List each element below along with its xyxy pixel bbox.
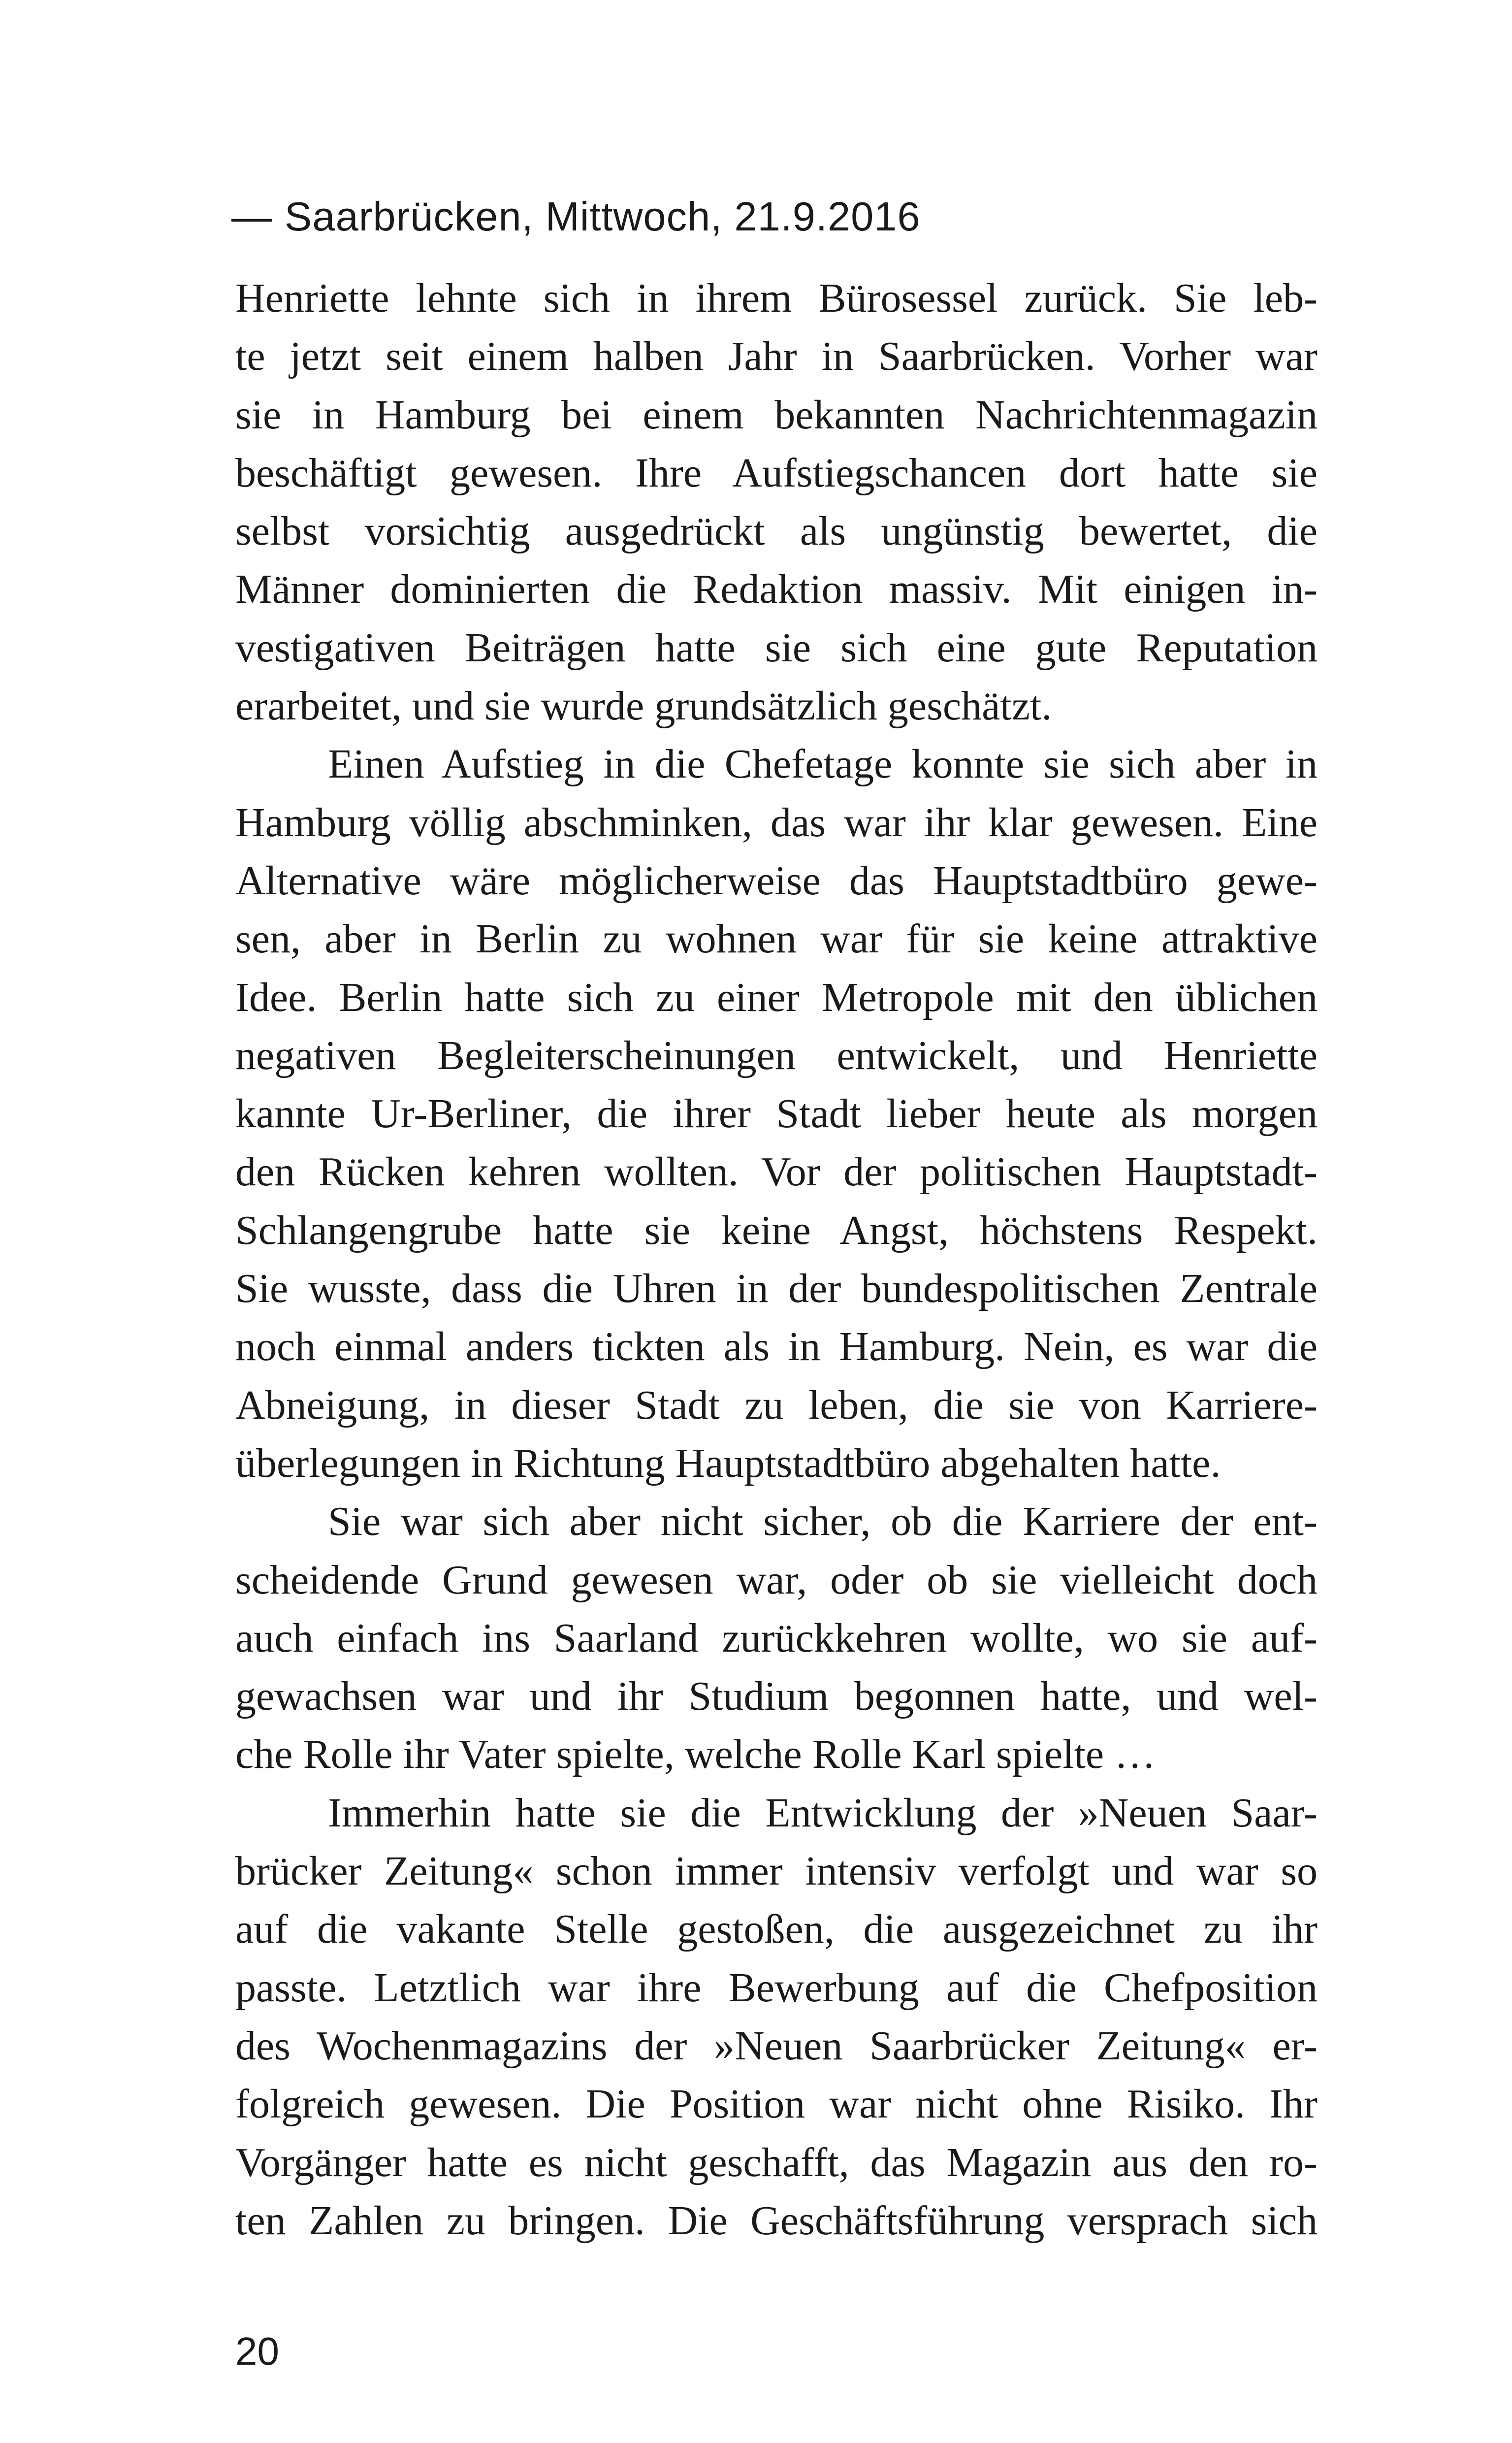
text-line: Vorgänger hatte es nicht geschafft, das Magazin aus den ro- bbox=[235, 2139, 1318, 2185]
text-line: passte. Letztlich war ihre Bewerbung auf die Chefposition bbox=[235, 1964, 1318, 2011]
text-line: Idee. Berlin hatte sich zu einer Metropole mit den üblichen bbox=[235, 974, 1318, 1020]
text-line: Sie war sich aber nicht sicher, ob die Karriere der ent- bbox=[328, 1498, 1318, 1545]
text-line: brücker Zeitung« schon immer intensiv verfolgt und war so bbox=[235, 1848, 1318, 1894]
text-line: beschäftigt gewesen. Ihre Aufstiegschancen dort hatte sie bbox=[235, 450, 1318, 496]
chapter-heading: — Saarbrücken, Mittwoch, 21.9.2016 bbox=[231, 194, 921, 239]
text-line: auf die vakante Stelle gestoßen, die ausgezeichnet zu ihr bbox=[235, 1906, 1318, 1953]
text-line: che Rolle ihr Vater spielte, welche Rolle Karl spielte … bbox=[235, 1731, 1156, 1778]
text-line: te jetzt seit einem halben Jahr in Saarbrücken. Vorher war bbox=[235, 333, 1318, 380]
text-line: folgreich gewesen. Die Position war nicht ohne Risiko. Ihr bbox=[235, 2081, 1318, 2127]
text-line: sie in Hamburg bei einem bekannten Nachrichtenmagazin bbox=[235, 391, 1318, 438]
text-line: Immerhin hatte sie die Entwicklung der »Neuen Saar- bbox=[328, 1790, 1318, 1836]
text-line: kannte Ur-Berliner, die ihrer Stadt lieber heute als morgen bbox=[235, 1091, 1318, 1137]
page-number: 20 bbox=[235, 2329, 279, 2373]
body-text bbox=[235, 269, 1318, 2250]
text-line: noch einmal anders tickten als in Hamburg. Nein, es war die bbox=[235, 1324, 1318, 1370]
text-line: negativen Begleiterscheinungen entwickelt, und Henriette bbox=[235, 1032, 1318, 1078]
text-line: sen, aber in Berlin zu wohnen war für sie keine attraktive bbox=[235, 916, 1318, 962]
text-line: vestigativen Beiträgen hatte sie sich eine gute Reputation bbox=[235, 624, 1318, 671]
text-line: scheidende Grund gewesen war, oder ob sie vielleicht doch bbox=[235, 1557, 1318, 1603]
text-line: erarbeitet, und sie wurde grundsätzlich geschätzt. bbox=[235, 683, 1052, 729]
text-line: Schlangengrube hatte sie keine Angst, höchstens Respekt. bbox=[235, 1207, 1318, 1253]
text-line: Einen Aufstieg in die Chefetage konnte sie sich aber in bbox=[328, 741, 1318, 787]
text-line: gewachsen war und ihr Studium begonnen hatte, und wel- bbox=[235, 1673, 1318, 1720]
text-line: überlegungen in Richtung Hauptstadtbüro abgehalten hatte. bbox=[235, 1440, 1221, 1486]
text-line: selbst vorsichtig ausgedrückt als ungünstig bewertet, die bbox=[235, 508, 1318, 554]
text-line: den Rücken kehren wollten. Vor der politischen Hauptstadt- bbox=[235, 1149, 1318, 1195]
text-line: auch einfach ins Saarland zurückkehren wollte, wo sie auf- bbox=[235, 1615, 1318, 1661]
text-line: Henriette lehnte sich in ihrem Bürosessel zurück. Sie leb- bbox=[235, 275, 1318, 321]
text-line: ten Zahlen zu bringen. Die Geschäftsführung versprach sich bbox=[235, 2197, 1318, 2244]
text-line: Alternative wäre möglicherweise das Hauptstadtbüro gewe- bbox=[235, 857, 1318, 904]
text-line: Abneigung, in dieser Stadt zu leben, die sie von Karriere- bbox=[235, 1382, 1318, 1428]
text-line: Hamburg völlig abschminken, das war ihr klar gewesen. Eine bbox=[235, 799, 1318, 846]
text-line: des Wochenmagazins der »Neuen Saarbrücker Zeitung« er- bbox=[235, 2022, 1318, 2069]
text-line: Sie wusste, dass die Uhren in der bundespolitischen Zentrale bbox=[235, 1266, 1318, 1312]
text-line: Männer dominierten die Redaktion massiv. Mit einigen in- bbox=[235, 566, 1318, 613]
